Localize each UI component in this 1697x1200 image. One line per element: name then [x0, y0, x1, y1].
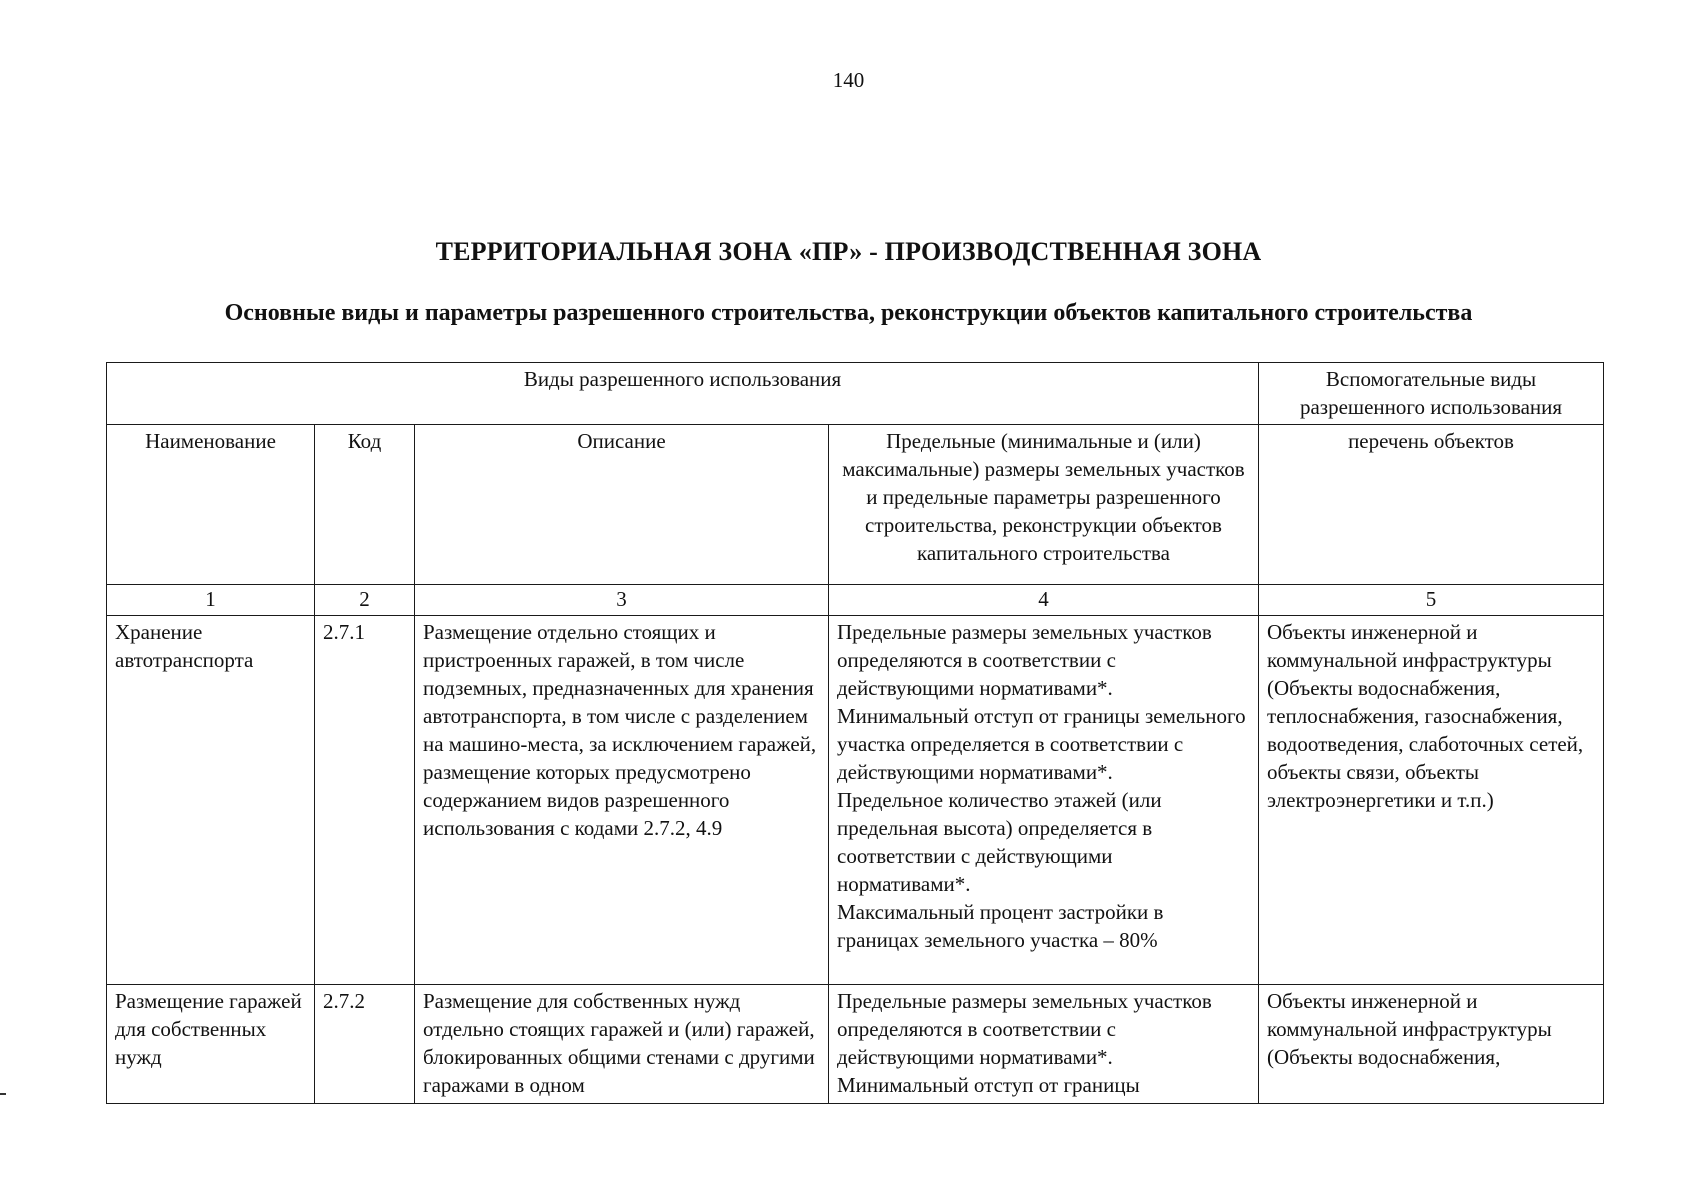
page-number: 140	[832, 68, 865, 92]
column-header-code: Код	[315, 424, 415, 584]
regulations-table	[106, 362, 1604, 1104]
group-header-main: Виды разрешенного использования	[107, 363, 1259, 425]
row-parameters-text: Предельные размеры земельных участков определяются в соответствии с действующими нормативами*. Минимальный отступ от границы земельного участка определяется в соответствии с действующими нормативами*. Предельное количество этажей (или предельная высота) определяется в соответствии с действующими нормативами*. Максимальный процент застройки в границах земельного участка – 80%	[837, 620, 1246, 953]
row-objects: Объекты инженерной и коммунальной инфраструктуры (Объекты водоснабжения, теплоснабжения, газоснабжения, водоотведения, слаботочных сетей, объекты связи, объекты электроэнергетики и т.п.)	[1259, 616, 1604, 985]
column-header-parameters: Предельные (минимальные и (или) максимальные) размеры земельных участков и предельные параметры разрешенного строительства, реконструкции объектов капитального строительства	[829, 424, 1259, 584]
row-parameters-text: Предельные размеры земельных участков определяются в соответствии с действующими нормативами*. Минимальный отступ от границы	[837, 989, 1212, 1098]
table-group-header-row	[107, 363, 1604, 425]
table-row	[107, 985, 1604, 1104]
column-number: 4	[829, 584, 1259, 615]
table-row	[107, 616, 1604, 985]
row-code: 2.7.2	[315, 985, 415, 1104]
column-number: 1	[107, 584, 315, 615]
zone-title: ТЕРРИТОРИАЛЬНАЯ ЗОНА «ПР» - ПРОИЗВОДСТВЕННАЯ ЗОНА	[435, 237, 1262, 266]
row-objects: Объекты инженерной и коммунальной инфраструктуры (Объекты водоснабжения,	[1259, 985, 1604, 1104]
column-header-name: Наименование	[107, 424, 315, 584]
column-number-row	[107, 584, 1604, 615]
table-column-header-row	[107, 424, 1604, 584]
column-number: 5	[1259, 584, 1604, 615]
margin-mark	[0, 1093, 6, 1095]
column-number: 2	[315, 584, 415, 615]
group-header-aux: Вспомогательные виды разрешенного использования	[1259, 363, 1604, 425]
row-name: Хранение автотранспорта	[107, 616, 315, 985]
row-name: Размещение гаражей для собственных нужд	[107, 985, 315, 1104]
section-title: Основные виды и параметры разрешенного строительства, реконструкции объектов капитального строительства	[224, 300, 1473, 326]
column-header-objects: перечень объектов	[1259, 424, 1604, 584]
row-description: Размещение для собственных нужд отдельно стоящих гаражей и (или) гаражей, блокированных общими стенами с другими гаражами в одном	[415, 985, 829, 1104]
row-parameters	[829, 616, 1259, 985]
row-description: Размещение отдельно стоящих и пристроенных гаражей, в том числе подземных, предназначенных для хранения автотранспорта, в том числе с разделением на машино-места, за исключением гаражей, размещение которых предусмотрено содержанием видов разрешенного использования с кодами 2.7.2, 4.9	[415, 616, 829, 985]
row-parameters	[829, 985, 1259, 1104]
column-header-description: Описание	[415, 424, 829, 584]
column-number: 3	[415, 584, 829, 615]
row-code: 2.7.1	[315, 616, 415, 985]
